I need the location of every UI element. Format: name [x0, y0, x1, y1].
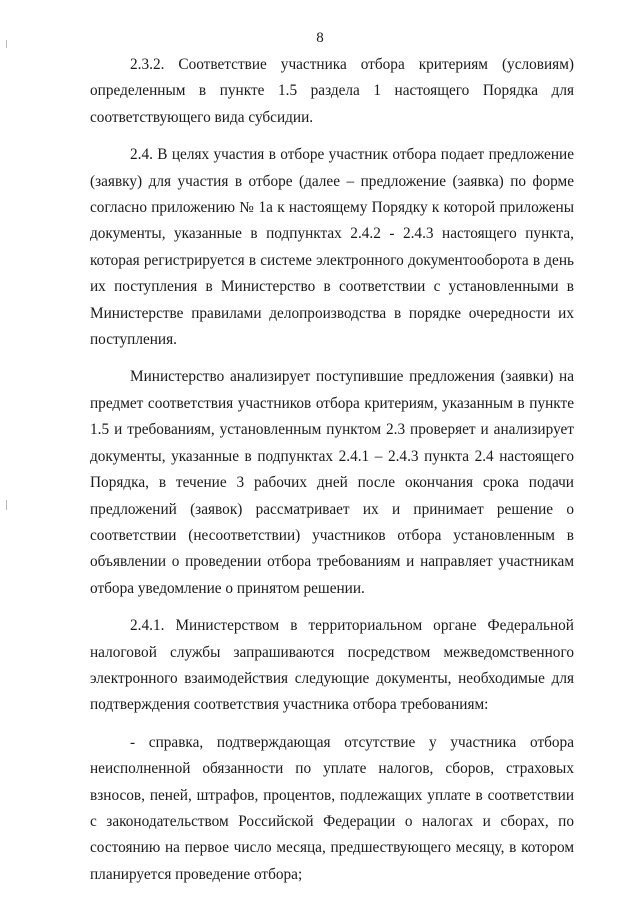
- page-number: 8: [316, 30, 324, 46]
- scan-edge-mark-middle: [6, 500, 7, 510]
- paragraph-2-3-2: 2.3.2. Соответствие участника отбора критериям (условиям) определенным в пункте 1.5 раздела 1 настоящего Порядка для соответствующего вида субсидии.: [90, 56, 574, 126]
- document-body: [90, 52, 574, 888]
- scan-edge-mark-top: [6, 40, 7, 48]
- paragraph-2-4-1: 2.4.1. Министерством в территориальном органе Федеральной налоговой службы запрашиваются посредством межведомственного электронного взаимодействия следующие документы, необходимые для подтверждения соответствия участника отбора требованиям:: [90, 617, 574, 714]
- paragraph-ministry-review: Министерство анализирует поступившие предложения (заявки) на предмет соответствия участников отбора критериям, указанным в пункте 1.5 и требованиям, установленным пунктом 2.3 проверяет и анализирует документы, указанные в подпунктах 2.4.1 – 2.4.3 пункта 2.4 настоящего Порядка, в течение 3 рабочих дней после окончания срока подачи предложений (заявок) рассматривает их и принимает решение о соответствии (несоответствии) участников отбора установленным в объявлении о проведении отбора требованиям и направляет участникам отбора уведомление о принятом решении.: [90, 368, 574, 597]
- paragraph-2-4: 2.4. В целях участия в отборе участник отбора подает предложение (заявку) для участия в отборе (далее – предложение (заявка) по форме согласно приложению № 1а к настоящему Порядку к которой приложены документы, указанные в подпунктах 2.4.2 - 2.4.3 настоящего пункта, которая регистрируется в системе электронного документооборота в день их поступления в Министерство в соответствии с установленными в Министерстве правилами делопроизводства в порядке очередности их поступления.: [90, 146, 574, 349]
- paragraph-tax-certificate: - справка, подтверждающая отсутствие у участника отбора неисполненной обязанности по уплате налогов, сборов, страховых взносов, пеней, штрафов, процентов, подлежащих уплате в соответствии с законодательством Российской Федерации о налогах и сборах, по состоянию на первое число месяца, предшествующего месяцу, в котором планируется проведение отбора;: [90, 733, 574, 883]
